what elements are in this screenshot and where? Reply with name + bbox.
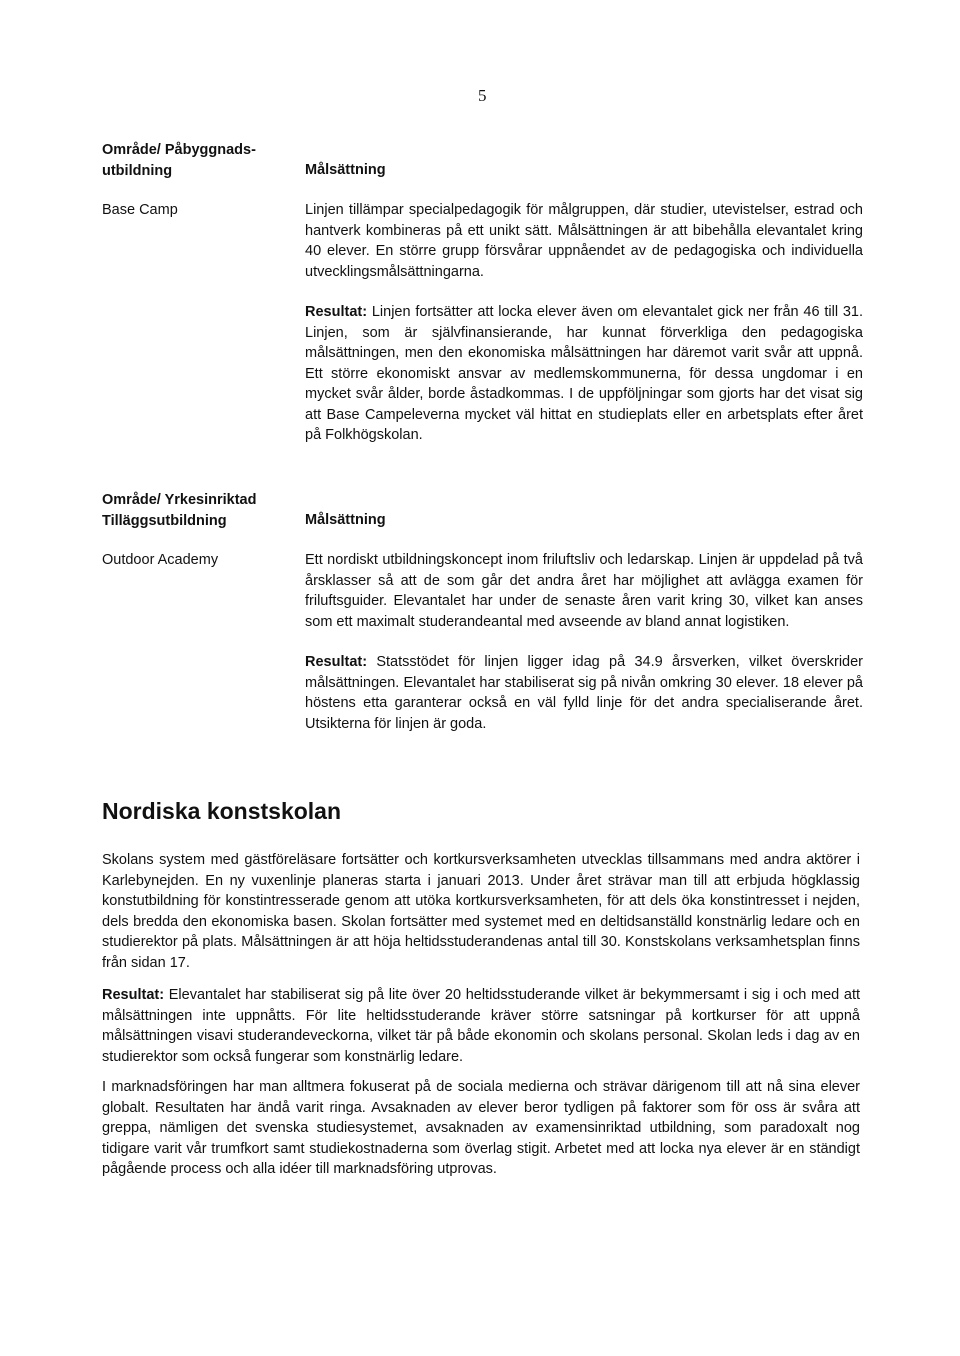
section-header-row xyxy=(102,490,862,531)
result-label: Resultat: xyxy=(102,987,165,1003)
page-number: 5 xyxy=(478,86,487,105)
program-name: Base Camp xyxy=(102,202,178,218)
section-header-row xyxy=(102,140,862,181)
area-label: Område/ Yrkesinriktad Tilläggsutbildning xyxy=(102,492,257,529)
goal-heading: Målsättning xyxy=(305,512,386,528)
result-text: Elevantalet har stabiliserat sig på lite över 20 heltidsstuderande vilket är bekymmersamt i sig i och med att målsättningen inte uppnåtts. För lite heltidsstuderande kräver större satsningar på kortkurser för att uppnå målsättningen visavi studerandeveckorna, vilket tär på både ekonomin och skolans personal. Skolan leds i dag av en studierektor som också fungerar som konstnärlig ledare. xyxy=(102,987,860,1065)
goal-heading: Målsättning xyxy=(305,162,386,178)
paragraph-3: I marknadsföringen har man alltmera fokuserat på de sociala medierna och strävar därigenom till att nå sina elever globalt. Resultaten har ändå varit ringa. Avsaknaden av elever beror tydligen på faktorer som för oss är svåra att greppa, nämligen det svenska studiesystemet, avsaknaden av examensinriktad utbildning, som paradoxalt nog tidigare varit vår trumfkort samt studiekostnaderna som överlag stigit. Arbetet med att locka nya elever är en ständigt pågående process och alla idéer till marknadsföring utprovas. xyxy=(102,1079,860,1177)
result-text: Statsstödet för linjen ligger idag på 34.9 årsverken, vilket överskrider målsättningen. Elevantalet har stabiliserat sig på nivån omkring 30 elever. 18 elever på höstens etta garanterar också en väl fylld linje för det andra specialiserande året. Utsikterna för linjen är goda. xyxy=(305,654,863,732)
result-label: Resultat: xyxy=(305,654,368,670)
program-content xyxy=(305,550,863,734)
program-row xyxy=(102,550,862,734)
program-row xyxy=(102,200,862,446)
program-name: Outdoor Academy xyxy=(102,552,219,568)
section-title: Nordiska konstskolan xyxy=(102,798,342,824)
section-base-camp xyxy=(102,140,862,446)
result-paragraph xyxy=(305,652,863,734)
program-content xyxy=(305,200,863,446)
result-text: Linjen fortsätter att locka elever även om elevantalet gick ner från 46 till 31. Linjen, som är självfinansierande, har kunnat förverkliga den pedagogiska målsättningen, men den ekonomiska målsättningen har däremot varit svår att uppnå. Ett större ekonomiskt ansvar av medlemskommunerna, för dessa ungdomar i en mycket svår ålder, borde åstadkommas. I de uppföljningar som gjorts har det visat sig att Base Campeleverna mycket väl hittat en studieplats eller en arbetsplats efter året på Folkhögskolan. xyxy=(305,304,863,443)
result-paragraph xyxy=(305,302,863,446)
paragraph-1: Skolans system med gästföreläsare fortsätter och kortkursverksamheten utvecklas tillsammans med andra aktörer i Karlebynejden. En ny vuxenlinje planeras starta i januari 2013. Under året strävar man till att erbjuda högklassig konstutbildning för konstintresserade genom att utöka kortkursverksamheten, för att dels öka konstintresset i nejden, dels bredda den ekonomiska basen. Skolan fortsätter med systemet med en deltidsanställd konstnärlig ledare och en studierektor på plats. Målsättningen är att höja heltidsstuderandenas antal till 30. Konstskolans verksamhetsplan finns från sidan 17. xyxy=(102,852,860,971)
goal-text: Linjen tillämpar specialpedagogik för målgruppen, där studier, utevistelser, estrad och hantverk kombineras på ett unikt sätt. Målsättningen är att bibehålla elevantalet kring 40 elever. En större grupp försvårar uppnåendet av de pedagogiska och individuella utvecklingsmålsättningarna. xyxy=(305,202,863,280)
result-label: Resultat: xyxy=(305,304,368,320)
section-outdoor-academy xyxy=(102,490,862,734)
area-label: Område/ Påbyggnads-utbildning xyxy=(102,142,256,179)
result-paragraph xyxy=(102,985,860,1067)
goal-text: Ett nordiskt utbildningskoncept inom friluftsliv och ledarskap. Linjen är uppdelad på två årsklasser så att de som går det andra året har möjlighet att avlägga examen för friluftsguider. Elevantalet har under de senaste åren varit kring 30, vilket kan anses som ett maximalt studerandeantal med avseende av bland annat logistiken. xyxy=(305,552,863,630)
